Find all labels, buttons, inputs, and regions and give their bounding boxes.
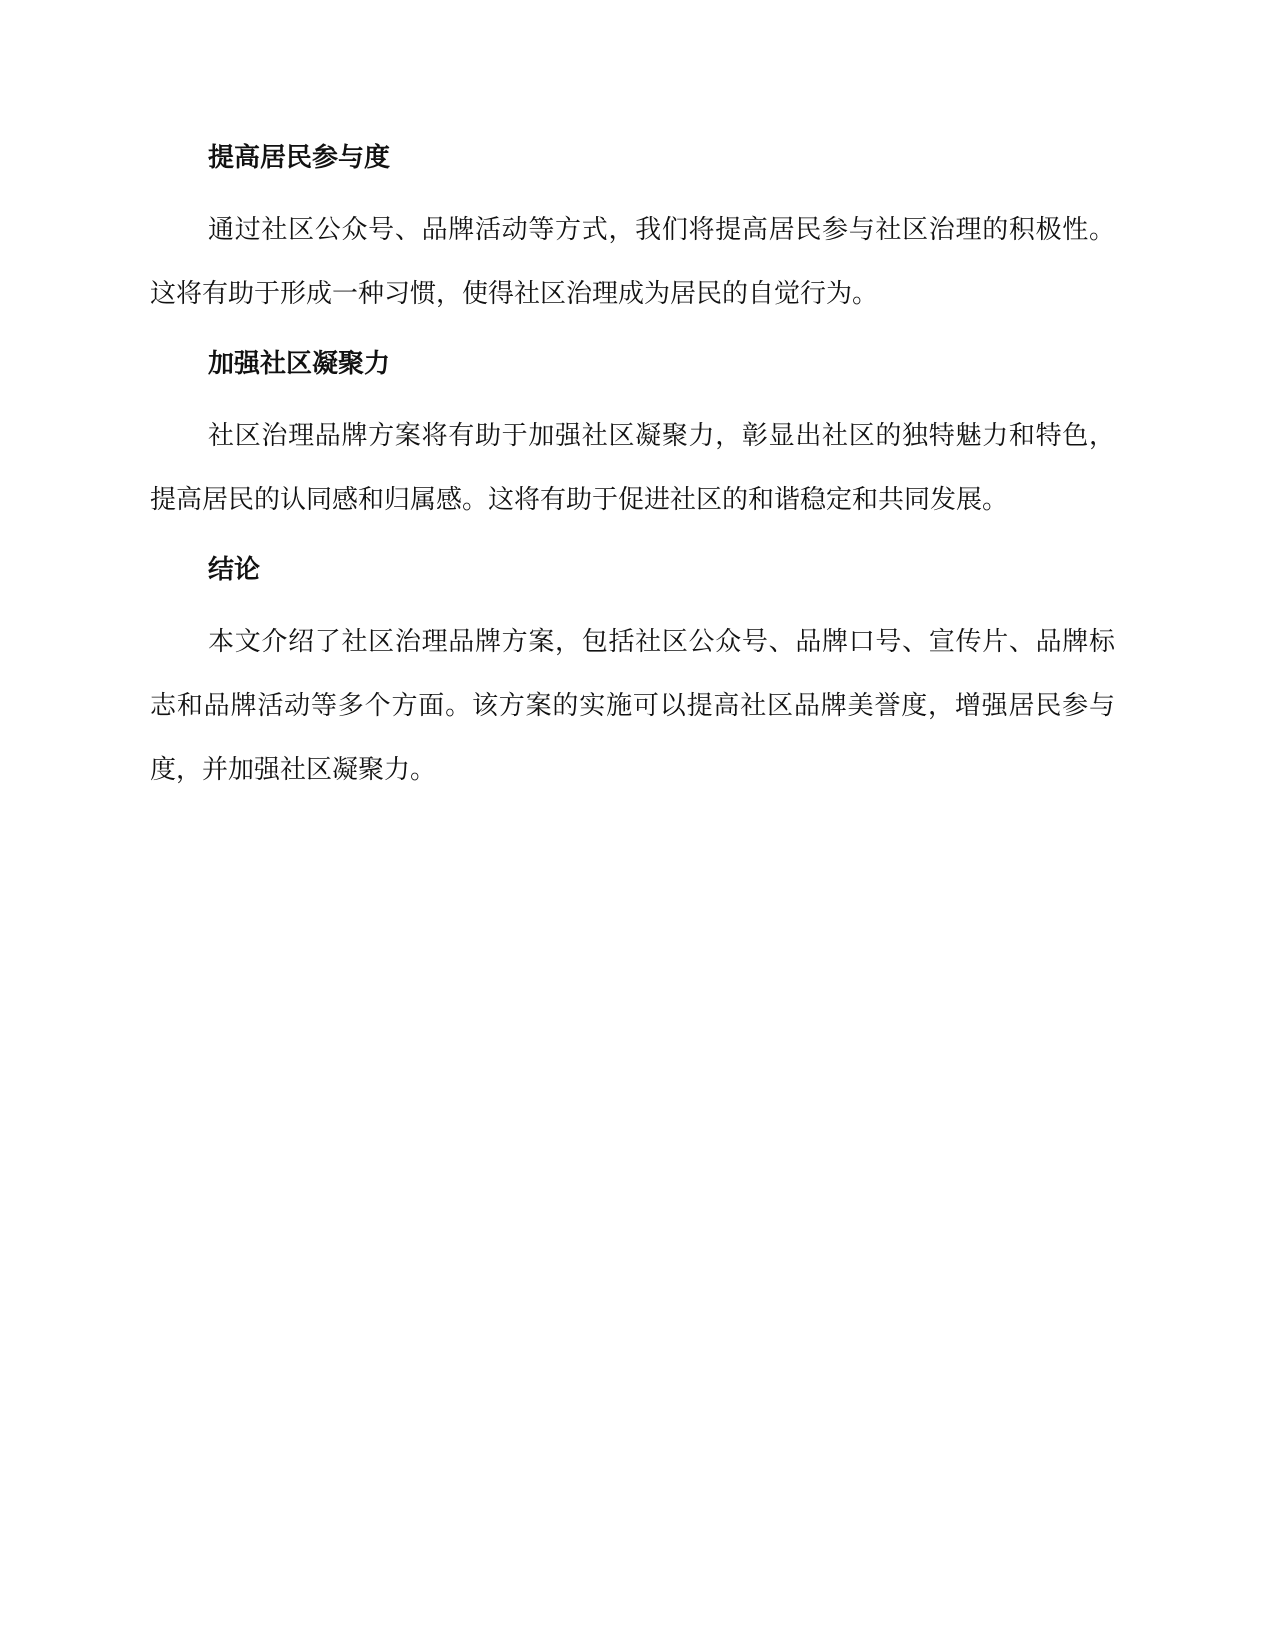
- section-heading: 提高居民参与度: [208, 143, 391, 173]
- section-cohesion: [150, 344, 1115, 532]
- section-paragraph: 社区治理品牌方案将有助于加强社区凝聚力，彰显出社区的独特魅力和特色，提高居民的认同感和归属感。这将有助于促进社区的和谐稳定和共同发展。: [150, 421, 1115, 515]
- section-heading: 结论: [208, 555, 261, 585]
- section-paragraph: 本文介绍了社区治理品牌方案，包括社区公众号、品牌口号、宣传片、品牌标志和品牌活动等多个方面。该方案的实施可以提高社区品牌美誉度，增强居民参与度，并加强社区凝聚力。: [150, 627, 1115, 785]
- section-heading: 加强社区凝聚力: [208, 349, 391, 379]
- section-participation: [150, 138, 1115, 326]
- document-content: [150, 138, 1115, 820]
- section-conclusion: [150, 550, 1115, 802]
- section-paragraph: 通过社区公众号、品牌活动等方式，我们将提高居民参与社区治理的积极性。这将有助于形成一种习惯，使得社区治理成为居民的自觉行为。: [150, 215, 1115, 309]
